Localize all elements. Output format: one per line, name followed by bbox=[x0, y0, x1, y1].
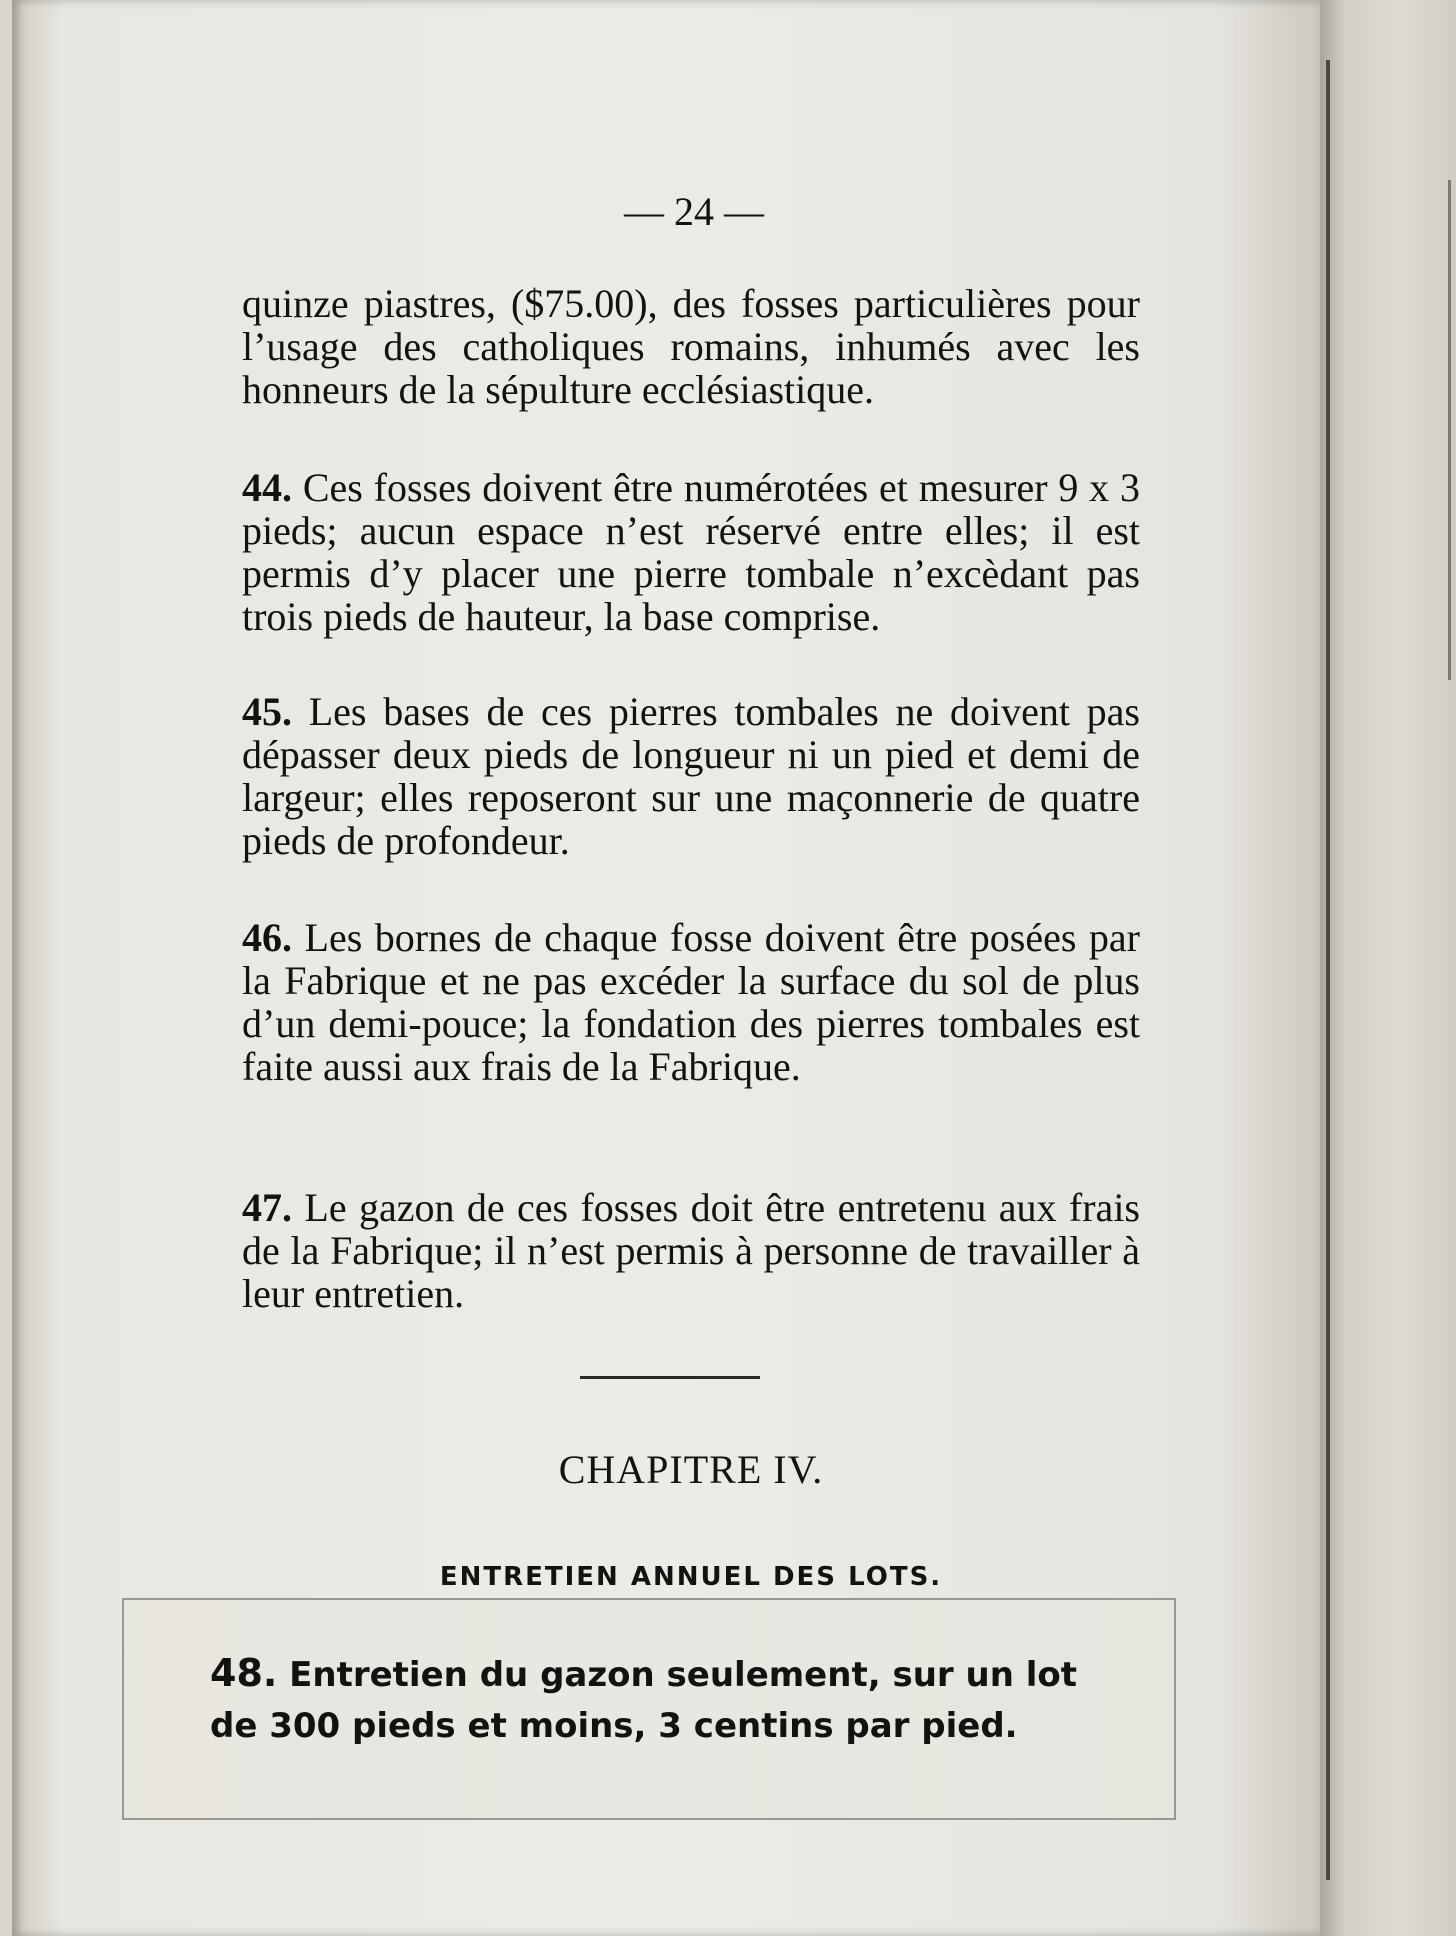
page-number: — 24 — bbox=[624, 189, 764, 234]
paragraph-text: Le gazon de ces fosses doit être entretenu aux frais de la Fabrique; il n’est permis à personne de travailler à leur entretien. bbox=[242, 1185, 1140, 1316]
paragraph-number: 48. bbox=[210, 1651, 278, 1695]
binding-shadow bbox=[1326, 60, 1330, 1880]
paragraph-text: Les bases de ces pierres tombales ne doivent pas dépasser deux pieds de longueur ni un pied et demi de largeur; elles reposeront sur une maçonnerie de quatre pieds de profondeur. bbox=[242, 689, 1140, 863]
section-title: ENTRETIEN ANNUEL DES LOTS. bbox=[439, 1562, 943, 1592]
facing-page-edge bbox=[1320, 0, 1456, 1936]
paragraph-number: 47. bbox=[242, 1185, 292, 1230]
paragraph-44 bbox=[242, 466, 1140, 638]
page-edge-mark bbox=[1448, 180, 1451, 680]
paragraph-text: Les bornes de chaque fosse doivent être posées par la Fabrique et ne pas excéder la surface du sol de plus d’un demi-pouce; la fondation des pierres tombales est faite aussi aux frais de la Fabrique. bbox=[242, 915, 1140, 1089]
paragraph-text: quinze piastres, ($75.00), des fosses particulières pour l’usage des catholiques romains, inhumés avec les honneurs de la sépulture ecclésiastique. bbox=[242, 281, 1140, 412]
paragraph-number: 45. bbox=[242, 689, 292, 734]
paragraph-45 bbox=[242, 690, 1140, 862]
paragraph-number: 44. bbox=[242, 465, 292, 510]
book-page bbox=[12, 0, 1320, 1936]
section-divider bbox=[580, 1376, 760, 1379]
paragraph-text: Ces fosses doivent être numérotées et mesurer 9 x 3 pieds; aucun espace n’est réservé entre elles; il est permis d’y placer une pierre tombale n’excèdant pas trois pieds de hauteur, la base comprise. bbox=[242, 465, 1141, 639]
paragraph-number: 46. bbox=[242, 915, 292, 960]
paragraph-47 bbox=[242, 1186, 1140, 1315]
amendment-text-block bbox=[210, 1648, 1130, 1752]
pasted-amendment-box bbox=[122, 1598, 1176, 1820]
paragraph-continuation bbox=[242, 282, 1140, 411]
chapter-title: CHAPITRE IV. bbox=[558, 1447, 824, 1492]
paragraph-text: Entretien du gazon seulement, sur un lot de 300 pieds et moins, 3 centins par pied. bbox=[210, 1655, 1078, 1746]
paragraph-46 bbox=[242, 916, 1140, 1088]
